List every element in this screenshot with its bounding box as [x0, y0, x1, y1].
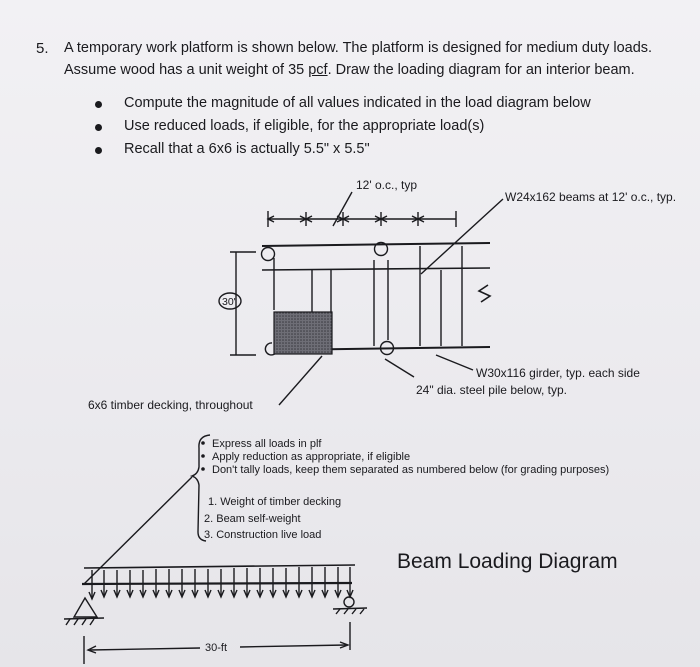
beam-label: W24x162 beams at 12' o.c., typ.	[505, 190, 677, 204]
span-length-label: 30-ft	[205, 642, 228, 654]
note-item: Express all loads in plf	[212, 438, 322, 450]
load-item: 2. Beam self-weight	[204, 513, 301, 525]
notes-brace	[192, 435, 210, 541]
note-item: Don't tally loads, keep them separated as numbered below (for grading purposes)	[212, 464, 610, 476]
decking-label: 6x6 timber decking, throughout	[88, 398, 253, 412]
spacing-label: 12' o.c., typ	[356, 178, 417, 192]
question-line-1: A temporary work platform is shown below. The platform is designed for medium duty loads.	[64, 40, 653, 56]
pile-label: 24" dia. steel pile below, typ.	[416, 383, 568, 397]
pin-support	[74, 598, 97, 617]
load-item: 3. Construction live load	[204, 529, 322, 541]
beam-loading-diagram-title: Beam Loading Diagram	[397, 550, 618, 573]
question-number: 5.	[36, 40, 49, 57]
worksheet-page: 5. A temporary work platform is shown below. The platform is designed for medium duty loads. Assume wood has a unit weight of 35 pcf. Draw the loading diagram for an interior beam. Compute the magnitude of all values indicated in the load diagram below Use reduced loads, if eligible, for the appropriate load(s) Recall that a 6x6 is actually 5.5" x 5.5" 12' o.c., typ W24x162 beams at 12' o.c., typ. 30' W30x116 girder, typ. each side 24" dia. steel pile below, typ. 6x6 timber decking, throughout Express all loads in plf Apply reduction as appropriate, if eligible Don't tally loads, keep them separated as numbered below (for grading purposes) 1. Weight of timber decking 2. Beam self-weight 3. Construction live load 30-ft Beam Loading Diagram	[0, 0, 700, 667]
span-label: 30'	[222, 296, 236, 308]
note-item: Apply reduction as appropriate, if eligible	[212, 451, 411, 463]
question-line-2: Assume wood has a unit weight of 35 pcf. Draw the loading diagram for an interior beam.	[64, 62, 635, 78]
roller-support	[344, 597, 354, 607]
steel-pile	[262, 248, 275, 261]
girder-label: W30x116 girder, typ. each side	[476, 366, 640, 380]
timber-decking-patch	[274, 312, 332, 354]
load-item: 1. Weight of timber decking	[208, 496, 342, 508]
